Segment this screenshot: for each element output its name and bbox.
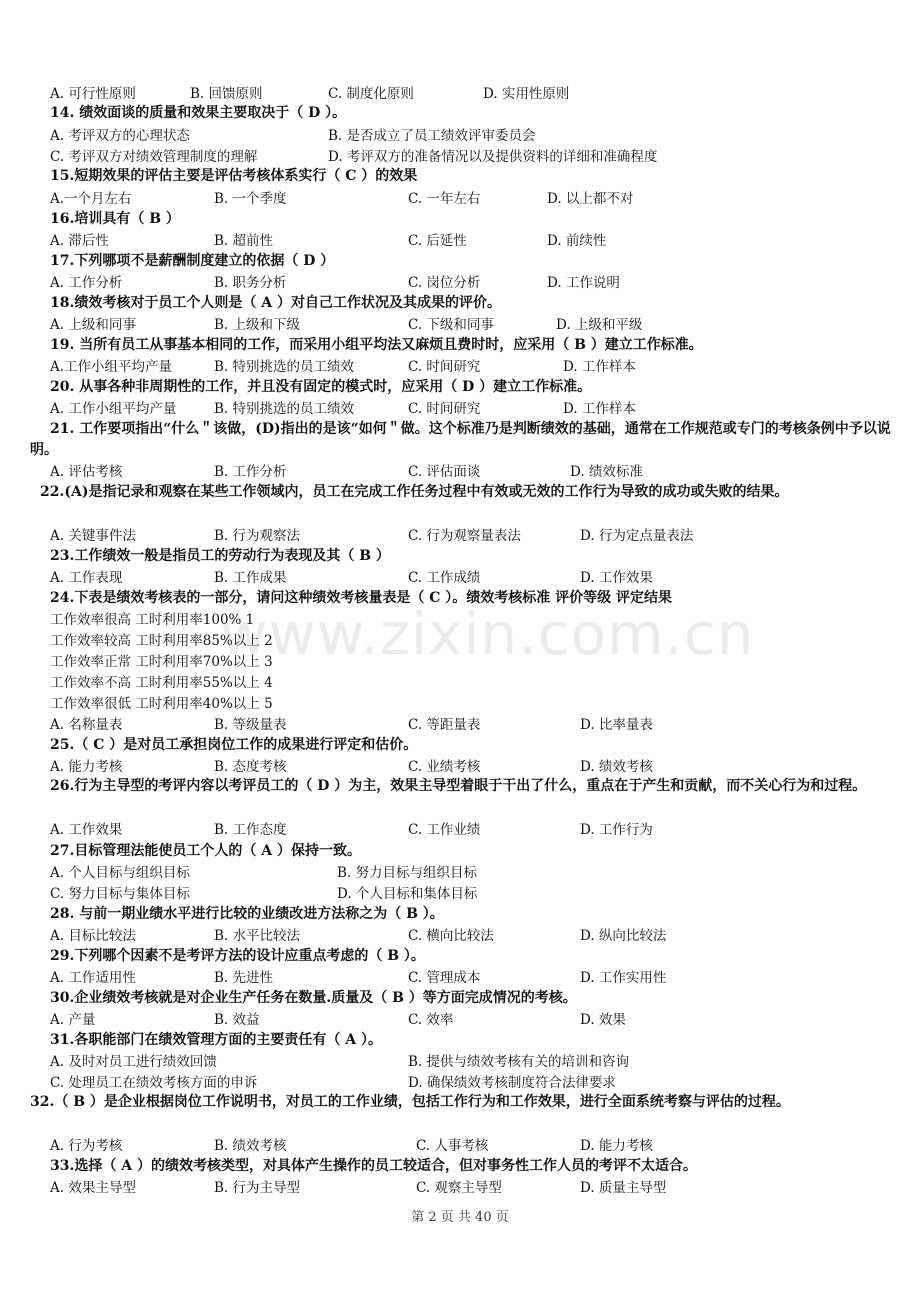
table-row: 工作效率很低 工时利用率40%以上 5 (50, 696, 273, 712)
page-footer: 第 2 页 共 40 页 (411, 1210, 509, 1225)
table-row: 工作效率较高 工时利用率85%以上 2 (50, 633, 273, 649)
option: A. 工作分析 (50, 275, 123, 291)
option: B. 回馈原则 (190, 86, 263, 102)
option: D. 工作实用性 (580, 970, 667, 986)
option: B. 等级量表 (214, 717, 287, 733)
option: A. 行为考核 (50, 1138, 123, 1154)
option: D. 前续性 (547, 233, 607, 249)
question: 14. 绩效面谈的质量和效果主要取决于（ D ）。 (50, 105, 347, 121)
option: B. 工作态度 (214, 822, 287, 838)
option: D. 绩效考核 (580, 759, 653, 775)
option: A. 评估考核 (50, 464, 123, 480)
option: A. 可行性原则 (50, 86, 136, 102)
option: C. 工作成绩 (408, 570, 481, 586)
option: C. 时间研究 (408, 359, 481, 375)
option: D. 确保绩效考核制度符合法律要求 (408, 1075, 616, 1091)
option: A. 名称量表 (50, 717, 123, 733)
option: B. 一个季度 (214, 191, 287, 207)
option: D. 工作样本 (563, 401, 636, 417)
question: 29.下列哪个因素不是考评方法的设计应重点考虑的（ B ）。 (50, 948, 425, 964)
option: C. 行为观察量表法 (408, 528, 521, 544)
question: 31.各职能部门在绩效管理方面的主要责任有（ A ）。 (50, 1032, 382, 1048)
option: A. 及时对员工进行绩效回馈 (50, 1054, 217, 1070)
option: D. 工作样本 (563, 359, 636, 375)
option: D. 行为定点量表法 (580, 528, 694, 544)
option: A. 目标比较法 (50, 928, 136, 944)
question: 22.(A)是指记录和观察在某些工作领域内，员工在完成工作任务过程中有效或无效的工作行为导致的成功或失败的结果。 (40, 484, 789, 500)
option: C. 管理成本 (408, 970, 481, 986)
option: A. 工作小组平均产量 (50, 401, 177, 417)
option: B. 绩效考核 (214, 1138, 287, 1154)
question: 26.行为主导型的考评内容以考评员工的（ D ）为主，效果主导型着眼于干出了什么，重点在于产生和贡献，而不关心行为和过程。 (50, 778, 867, 794)
option: C. 业绩考核 (408, 759, 481, 775)
table-row: 工作效率不高 工时利用率55%以上 4 (50, 675, 273, 691)
option: A.一个月左右 (50, 191, 132, 207)
option: C. 处理员工在绩效考核方面的申诉 (50, 1075, 258, 1091)
option: D. 个人目标和集体目标 (337, 886, 478, 902)
option: D. 考评双方的准备情况以及提供资料的详细和准确程度 (328, 149, 658, 165)
option: D. 质量主导型 (580, 1180, 667, 1196)
option: C. 制度化原则 (328, 86, 414, 102)
question: 18.绩效考核对于员工个人则是（ A ）对自己工作状况及其成果的评价。 (50, 295, 501, 311)
option: D. 比率量表 (580, 717, 653, 733)
option: C. 一年左右 (408, 191, 481, 207)
option: A. 工作表现 (50, 570, 123, 586)
option: B. 态度考核 (214, 759, 287, 775)
option: C. 观察主导型 (416, 1180, 502, 1196)
option: D. 效果 (580, 1012, 626, 1028)
option: B. 超前性 (214, 233, 274, 249)
option: C. 等距量表 (408, 717, 481, 733)
option: A. 产量 (50, 1012, 96, 1028)
option: A. 滞后性 (50, 233, 109, 249)
question: 21. 工作要项指出“什么＂该做，(D)指出的是该“如何＂做。这个标准乃是判断绩效的基础，通常在工作规范或专门的考核条例中予以说明。 (30, 421, 891, 458)
option: D. 工作行为 (580, 822, 653, 838)
question: 19. 当所有员工从事基本相同的工作，而采用小组平均法又麻烦且费时时，应采用（ B ）建立工作标准。 (50, 337, 703, 353)
table-row: 工作效率很高 工时利用率100% 1 (50, 612, 255, 628)
option: D. 上级和平级 (556, 317, 643, 333)
option: B. 是否成立了员工绩效评审委员会 (328, 128, 536, 144)
option: C. 工作业绩 (408, 822, 481, 838)
option: B. 工作分析 (214, 464, 287, 480)
question: 30.企业绩效考核就是对企业生产任务在数量.质量及（ B ）等方面完成情况的考核。 (50, 990, 577, 1006)
option: C. 后延性 (408, 233, 467, 249)
option: B. 职务分析 (214, 275, 287, 291)
option: D. 纵向比较法 (580, 928, 667, 944)
option: A. 考评双方的心理状态 (50, 128, 190, 144)
option: A.工作小组平均产量 (50, 359, 173, 375)
option: C. 效率 (408, 1012, 454, 1028)
question: 16.培训具有（ B ） (50, 211, 180, 227)
option: C. 横向比较法 (408, 928, 494, 944)
option: B. 工作成果 (214, 570, 287, 586)
option: C. 考评双方对绩效管理制度的理解 (50, 149, 258, 165)
option: D. 能力考核 (580, 1138, 653, 1154)
option: A. 效果主导型 (50, 1180, 136, 1196)
question: 24.下表是绩效考核表的一部分，请问这种绩效考核量表是（ C ）。绩效考核标准 评价等级 评定结果 (50, 590, 672, 606)
option: C. 努力目标与集体目标 (50, 886, 190, 902)
question: 17.下列哪项不是薪酬制度建立的依据（ D ） (50, 253, 335, 269)
table-row: 工作效率正常 工时利用率70%以上 3 (50, 654, 273, 670)
option: A. 工作适用性 (50, 970, 136, 986)
question: 20. 从事各种非周期性的工作，并且没有固定的模式时，应采用（ D ）建立工作标准。 (50, 379, 592, 395)
option: B. 水平比较法 (214, 928, 301, 944)
option: D. 绩效标准 (570, 464, 643, 480)
option: B. 效益 (214, 1012, 260, 1028)
option: B. 努力目标与组织目标 (337, 865, 478, 881)
option: A. 工作效果 (50, 822, 123, 838)
question: 25.（ C ）是对员工承担岗位工作的成果进行评定和估价。 (50, 737, 418, 753)
option: A. 能力考核 (50, 759, 123, 775)
option: B. 行为主导型 (214, 1180, 301, 1196)
question: 27.目标管理法能使员工个人的（ A ）保持一致。 (50, 843, 361, 859)
question: 28. 与前一期业绩水平进行比较的业绩改进方法称之为（ B ）。 (50, 906, 444, 922)
option: D. 实用性原则 (483, 86, 570, 102)
option: A. 关键事件法 (50, 528, 136, 544)
option: B. 先进性 (214, 970, 274, 986)
option: C. 下级和同事 (408, 317, 494, 333)
option: C. 评估面谈 (408, 464, 481, 480)
option: B. 行为观察法 (214, 528, 301, 544)
option: C. 时间研究 (408, 401, 481, 417)
option: C. 人事考核 (416, 1138, 489, 1154)
option: C. 岗位分析 (408, 275, 481, 291)
option: B. 特别挑选的员工绩效 (214, 401, 355, 417)
option: B. 提供与绩效考核有关的培训和咨询 (408, 1054, 630, 1070)
option: B. 上级和下级 (214, 317, 301, 333)
question: 33.选择（ A ）的绩效考核类型，对具体产生操作的员工较适合，但对事务性工作人员的考评不太适合。 (50, 1158, 697, 1174)
option: D. 工作说明 (547, 275, 620, 291)
option: B. 特别挑选的员工绩效 (214, 359, 355, 375)
question: 23.工作绩效一般是指员工的劳动行为表现及其（ B ） (50, 548, 390, 564)
question: 15.短期效果的评估主要是评估考核体系实行（ C ）的效果 (50, 168, 418, 184)
option: A. 个人目标与组织目标 (50, 865, 190, 881)
option: D. 以上都不对 (547, 191, 634, 207)
option: A. 上级和同事 (50, 317, 136, 333)
option: D. 工作效果 (580, 570, 653, 586)
watermark: www.zixin.com.cn (220, 600, 755, 668)
question: 32.（ B ）是企业根据岗位工作说明书，对员工的工作业绩，包括工作行为和工作效果，进行全面系统考察与评估的过程。 (30, 1094, 790, 1110)
